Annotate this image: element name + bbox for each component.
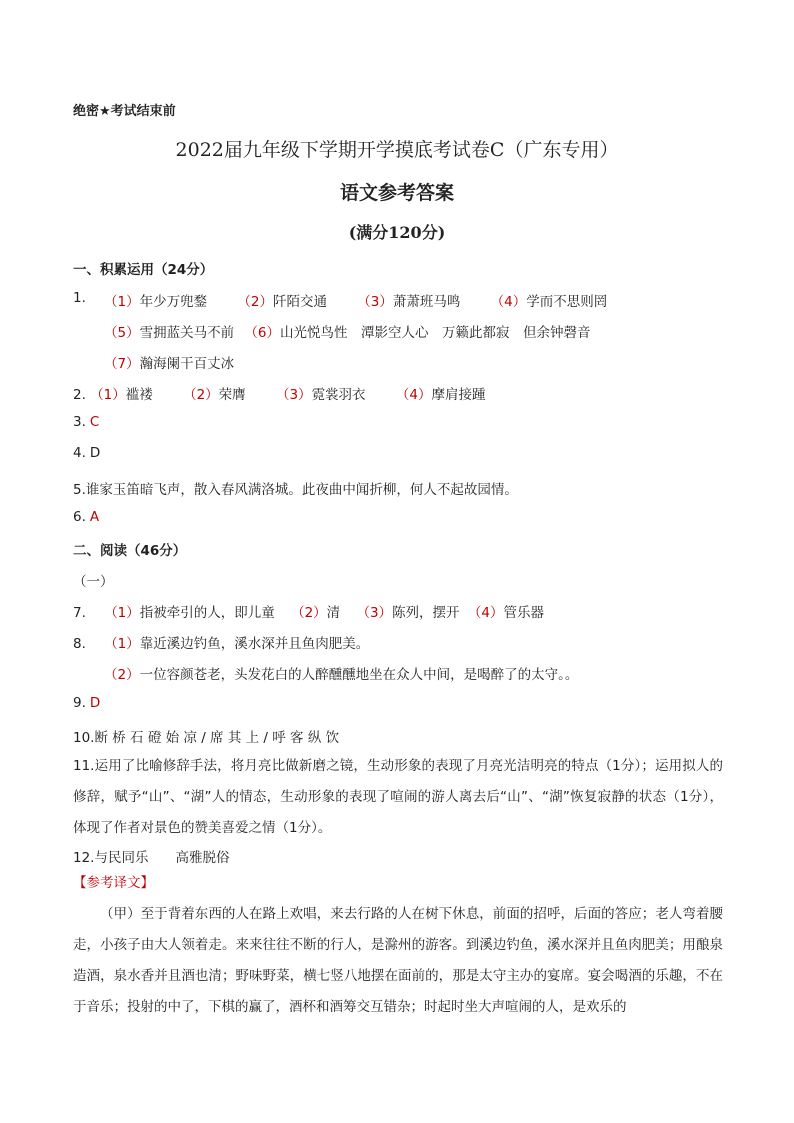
q6-number: 6. [73,509,86,525]
q8-row2 [104,663,578,683]
q1-6-answer: 山光悦鸟性 潭影空人心 万籁此都寂 但余钟磬音 [279,325,591,341]
q1-row1 [104,290,607,310]
q2-row [73,383,485,403]
q7-1-mark: （1） [104,605,140,621]
q8-2-answer: 一位容颜苍老，头发花白的人醉醺醺地坐在众人中间，是喝醉了的太守。。 [139,667,579,683]
q2-1-mark: （1） [90,387,126,403]
q7-3-answer: 陈列，摆开 [392,605,460,621]
q8-1-answer: 靠近溪边钓鱼，溪水深并且鱼肉肥美。 [139,636,370,652]
q3-answer: C [89,414,100,430]
q3-row [73,414,99,430]
exam-title: 2022届九年级下学期开学摸底考试卷C（广东专用） [175,139,619,161]
reference-translation-text: （甲）至于背着东西的人在路上欢唱，来去行路的人在树下休息，前面的招呼，后面的答应；老人弯着腰走，小孩子由大人领着走。来来往往不断的行人，是滁州的游客。到溪边钓鱼，溪水深并且鱼肉肥美；用酿泉造酒，泉水香并且酒也清；野味野菜，横七竖八地摆在面前的，那是太守主办的宴席。宴会喝酒的乐趣，不在于音乐；投射的中了，下棋的赢了，酒杯和酒筹交互错杂；时起时坐大声喧闹的人，是欢乐的 [73,906,723,1015]
q8-2-mark: （2） [104,667,140,683]
q7-number: 7. [73,605,86,621]
q5-answer: 5.谁家玉笛暗飞声，散入春风满洛城。此夜曲中闻折柳，何人不起故园情。 [73,482,518,498]
q1-4-mark: （4） [490,294,527,310]
q1-6-mark: （6） [244,325,280,341]
q2-3-mark: （3） [275,387,312,403]
q7-2-answer: 清 [326,605,341,621]
q7-3-mark: （3） [356,605,393,621]
answer-subtitle: 语文参考答案 [339,182,454,204]
q3-number: 3. [73,414,86,430]
q9-answer: D [89,695,101,711]
q7-4-answer: 管乐器 [503,605,544,621]
q8-number: 8. [73,636,86,652]
q1-row2 [104,321,590,341]
q4-number: 4. [73,445,86,461]
section-1-heading: 一、积累运用（24分） [73,262,214,278]
q4-answer: D [89,445,101,461]
q2-2-answer: 荣膺 [218,387,246,403]
q7-4-mark: （4） [467,605,504,621]
q2-2-mark: （2） [183,387,219,403]
q1-4-answer: 学而不思则罔 [526,294,608,310]
q11-answer: 11.运用了比喻修辞手法，将月亮比做新磨之镜，生动形象的表现了月亮光洁明亮的特点（1分）；运用拟人的修辞，赋予“山”、“湖”人的情态，生动形象的表现了喧闹的游人离去后“山”、“湖”恢复寂静的状态（1分），体现了作者对景色的赞美喜爱之情（1分）。 [73,758,723,836]
q9-number: 9. [73,695,86,711]
q2-number: 2. [73,387,86,403]
reference-translation-header: 【参考译文】 [73,875,154,891]
q1-7-mark: （7） [104,356,140,372]
q1-row3 [104,352,234,372]
q1-5-mark: （5） [104,325,140,341]
q2-3-answer: 霓裳羽衣 [311,387,366,403]
q1-number: 1. [73,290,86,306]
q1-7-answer: 瀚海阑干百丈冰 [139,356,235,372]
q1-3-mark: （3） [357,294,393,310]
q12-answer: 12.与民同乐 高雅脱俗 [73,850,230,866]
q6-row [73,509,99,525]
q1-2-answer: 阡陌交通 [272,294,327,310]
q1-5-answer: 雪拥蓝关马不前 [139,325,235,341]
subsection-1-label: （一） [73,574,114,590]
q2-4-mark: （4） [395,387,432,403]
q10-answer: 10.断 桥 石 磴 始 凉 / 席 其 上 / 呼 客 纵 饮 [73,730,340,746]
section-2-heading: 二、阅读（46分） [73,543,187,559]
q6-answer: A [89,509,100,525]
q1-1-answer: 年少万兜鍪 [139,294,208,310]
full-score: (满分120分) [348,223,446,242]
q9-row [73,695,100,711]
confidential-label: 绝密★考试结束前 [73,104,176,119]
q7-2-mark: （2） [291,605,327,621]
q8-row1 [73,632,369,652]
q1-1-mark: （1） [104,294,140,310]
q7-1-answer: 指被牵引的人，即儿童 [139,605,275,621]
q7-row [73,601,544,621]
q2-4-answer: 摩肩接踵 [431,387,486,403]
q4-row [73,445,100,461]
q1-3-answer: 萧萧班马鸣 [392,294,461,310]
q1-2-mark: （2） [237,294,273,310]
q8-1-mark: （1） [104,636,140,652]
q2-1-answer: 褴褛 [125,387,153,403]
